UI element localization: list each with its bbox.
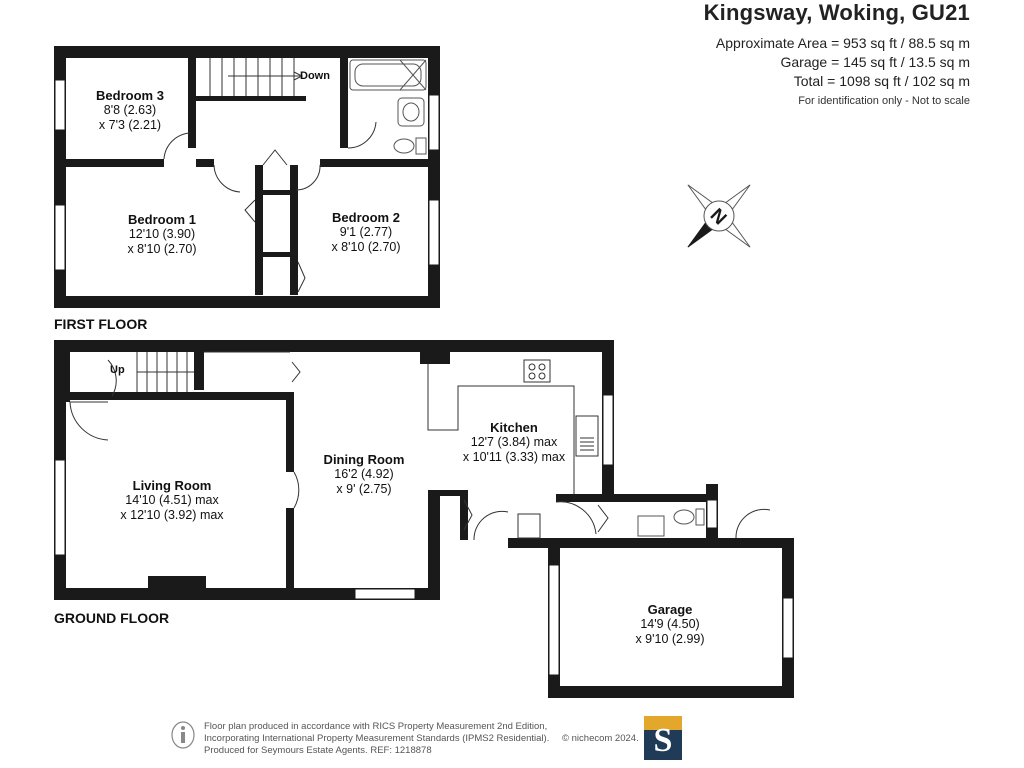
room-name: Dining Room xyxy=(323,452,405,467)
room-dimensions: 12'7 (3.84) max xyxy=(470,435,558,449)
first-floor-label: FIRST FLOOR xyxy=(54,316,148,332)
first-floor-walls xyxy=(54,46,440,308)
footer-line: Incorporating International Property Measurement Standards (IPMS2 Residential). xyxy=(204,733,550,744)
room-dimensions: x 10'11 (3.33) max xyxy=(462,450,566,464)
room-garage xyxy=(635,602,704,647)
approximate-area: Approximate Area = 953 sq ft / 88.5 sq m xyxy=(715,35,970,51)
room-dining-room xyxy=(324,452,405,497)
room-kitchen xyxy=(463,420,565,465)
total-area: Total = 1098 sq ft / 102 sq m xyxy=(793,73,970,89)
room-dimensions: 9'1 (2.77) xyxy=(339,225,393,239)
room-bedroom-2 xyxy=(331,210,400,255)
compass-north-letter: N xyxy=(705,204,731,230)
room-dimensions: x 8'10 (2.70) xyxy=(127,242,197,256)
room-dimensions: x 12'10 (3.92) max xyxy=(120,508,224,522)
room-name: Bedroom 1 xyxy=(128,212,196,227)
cloakroom-fixtures xyxy=(638,509,704,536)
room-name: Bedroom 2 xyxy=(332,210,400,225)
room-dimensions: x 8'10 (2.70) xyxy=(331,240,401,254)
property-title: Kingsway, Woking, GU21 xyxy=(703,0,970,25)
room-name: Kitchen xyxy=(490,420,538,435)
room-dimensions: 14'9 (4.50) xyxy=(640,617,700,631)
agent-logo xyxy=(644,716,682,760)
room-bedroom-1 xyxy=(127,212,196,257)
garage-area: Garage = 145 sq ft / 13.5 sq m xyxy=(780,54,970,70)
room-bedroom-3 xyxy=(96,88,164,133)
room-name: Bedroom 3 xyxy=(96,88,164,103)
stair-label-down: Down xyxy=(300,70,330,82)
room-living-room xyxy=(120,478,223,523)
room-dimensions: 14'10 (4.51) max xyxy=(125,493,219,507)
first-floor-stairs xyxy=(210,58,302,96)
room-dimensions: 8'8 (2.63) xyxy=(103,103,157,117)
footer-text xyxy=(204,721,549,757)
room-dimensions: 12'10 (3.90) xyxy=(128,227,196,241)
logo-letter: S xyxy=(653,722,673,759)
ground-floor-stairs xyxy=(137,352,290,392)
footer-line: Floor plan produced in accordance with RICS Property Measurement 2nd Edition, xyxy=(204,721,548,732)
room-dimensions: x 9'10 (2.99) xyxy=(635,632,705,646)
room-name: Living Room xyxy=(132,478,212,493)
room-dimensions: 16'2 (4.92) xyxy=(334,467,394,481)
copyright-text: © nichecom 2024. xyxy=(562,733,639,744)
bathroom-fixtures xyxy=(350,60,426,154)
stair-label-up: Up xyxy=(110,364,125,376)
disclaimer-note: For identification only - Not to scale xyxy=(798,95,970,107)
footer-line: Produced for Seymours Estate Agents. REF: 1218878 xyxy=(204,745,432,756)
room-dimensions: x 7'3 (2.21) xyxy=(98,118,162,132)
room-name: Garage xyxy=(647,602,693,617)
measurement-standard-icon xyxy=(170,720,196,750)
room-dimensions: x 9' (2.75) xyxy=(336,482,392,496)
ground-floor-label: GROUND FLOOR xyxy=(54,610,170,626)
